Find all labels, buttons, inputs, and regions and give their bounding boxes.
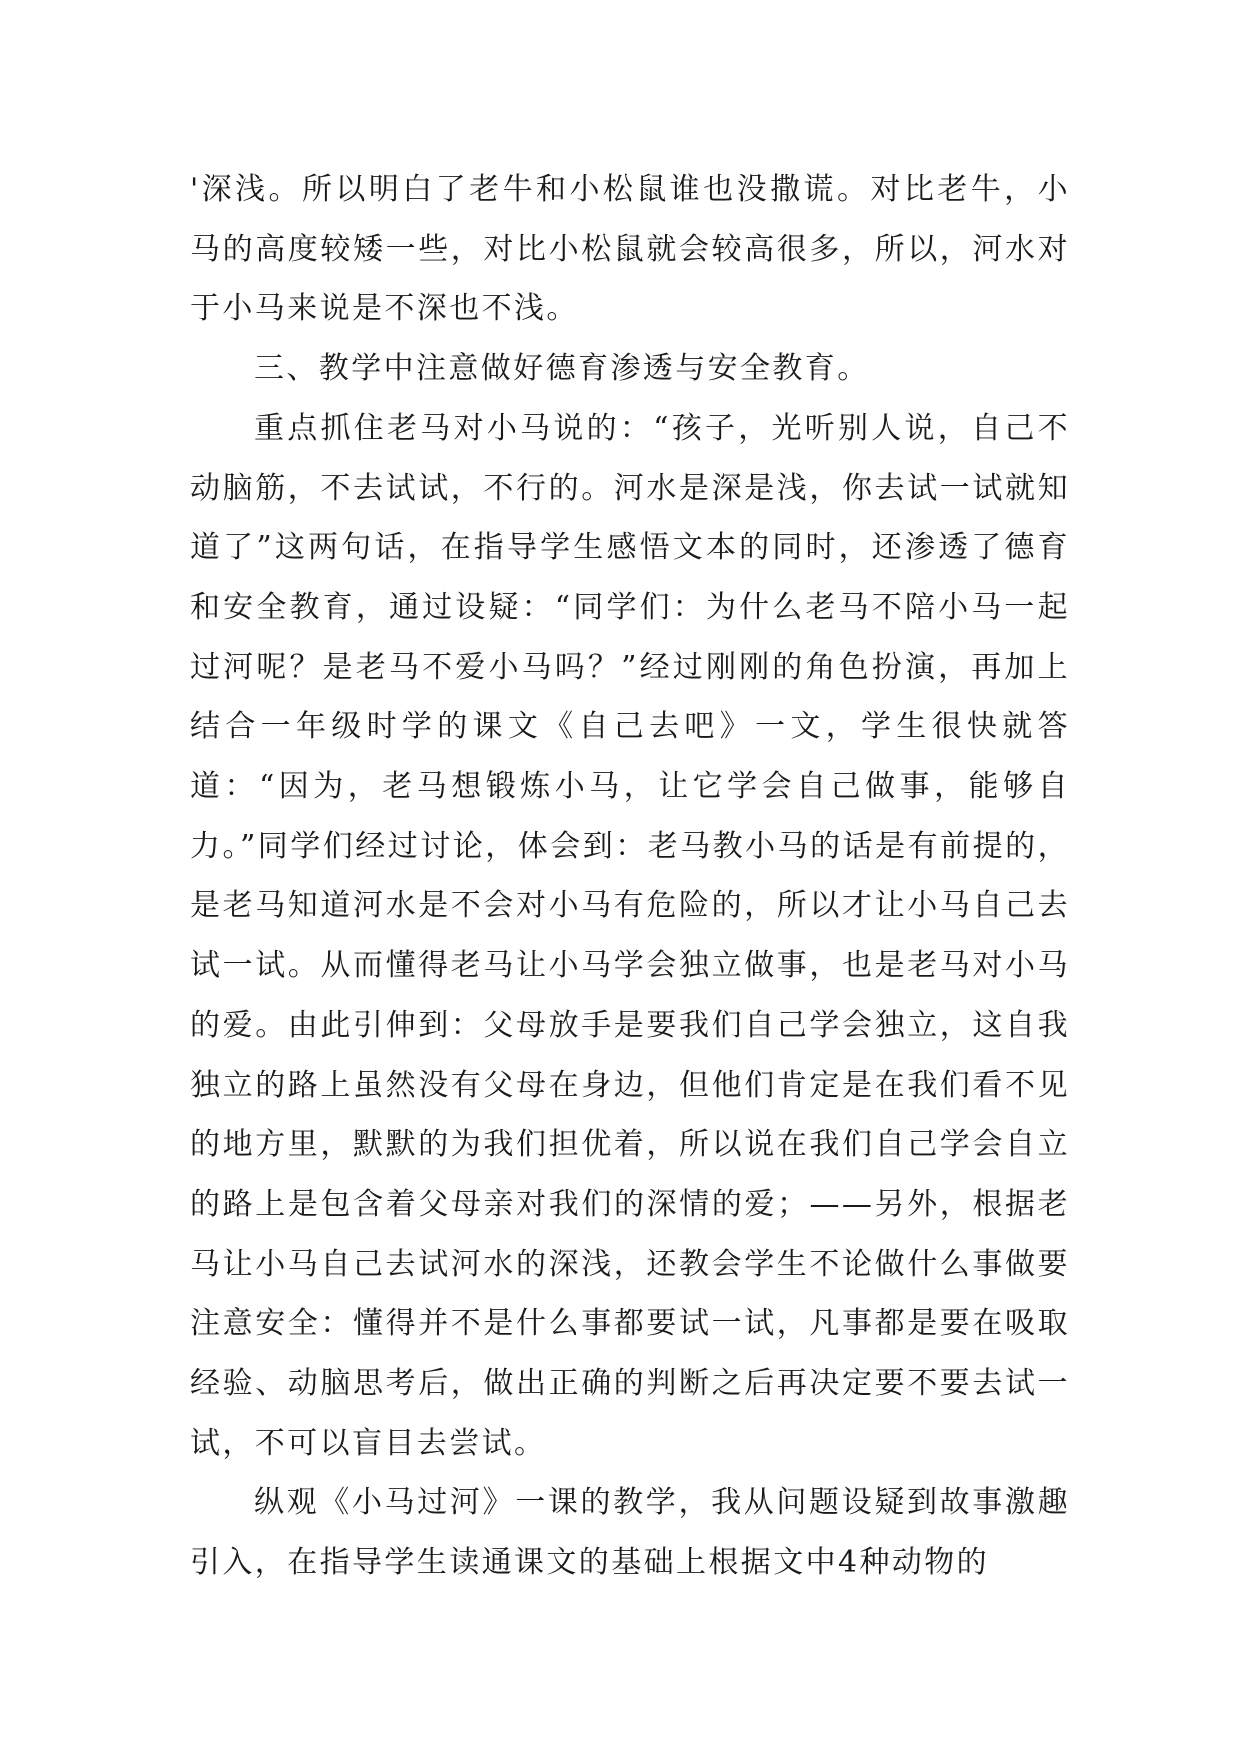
paragraph-continuation: '深浅。所以明白了老牛和小松鼠谁也没撒谎。对比老牛，小马的高度较矮一些，对比小松鼠就会较高很多，所以，河水对于小马来说是不深也不浅。 — [190, 172, 1070, 327]
section-heading: 三、教学中注意做好德育渗透与安全教育。 — [254, 351, 870, 387]
document-body — [190, 160, 1070, 1593]
paragraph-moral-safety: 重点抓住老马对小马说的：“孩子，光听别人说，自己不动脑筋，不去试试，不行的。河水是深是浅，你去试一试就知道了”这两句话，在指导学生感悟文本的同时，还渗透了德育和安全教育，通过设疑：“同学们：为什么老马不陪小马一起过河呢？是老马不爱小马吗？”经过刚刚的角色扮演，再加上结合一年级时学的课文《自己去吧》一文，学生很快就答道：“因为，老马想锻炼小马，让它学会自己做事，能够自力。”同学们经过讨论，体会到：老马教小马的话是有前提的，是老马知道河水是不会对小马有危险的，所以才让小马自己去试一试。从而懂得老马让小马学会独立做事，也是老马对小马的爱。由此引伸到：父母放手是要我们自己学会独立，这自我独立的路上虽然没有父母在身边，但他们肯定是在我们看不见的地方里，默默的为我们担优着，所以说在我们自己学会自立的路上是包含着父母亲对我们的深情的爱；——另外，根据老马让小马自己去试河水的深浅，还教会学生不论做什么事做要注意安全：懂得并不是什么事都要试一试，凡事都是要在吸取经验、动脑思考后，做出正确的判断之后再决定要不要去试一试，不可以盲目去尝试。 — [190, 410, 1070, 1461]
paragraph-summary: 纵观《小马过河》一课的教学，我从问题设疑到故事激趣引入，在指导学生读通课文的基础上根据文中4种动物的 — [190, 1485, 1070, 1581]
